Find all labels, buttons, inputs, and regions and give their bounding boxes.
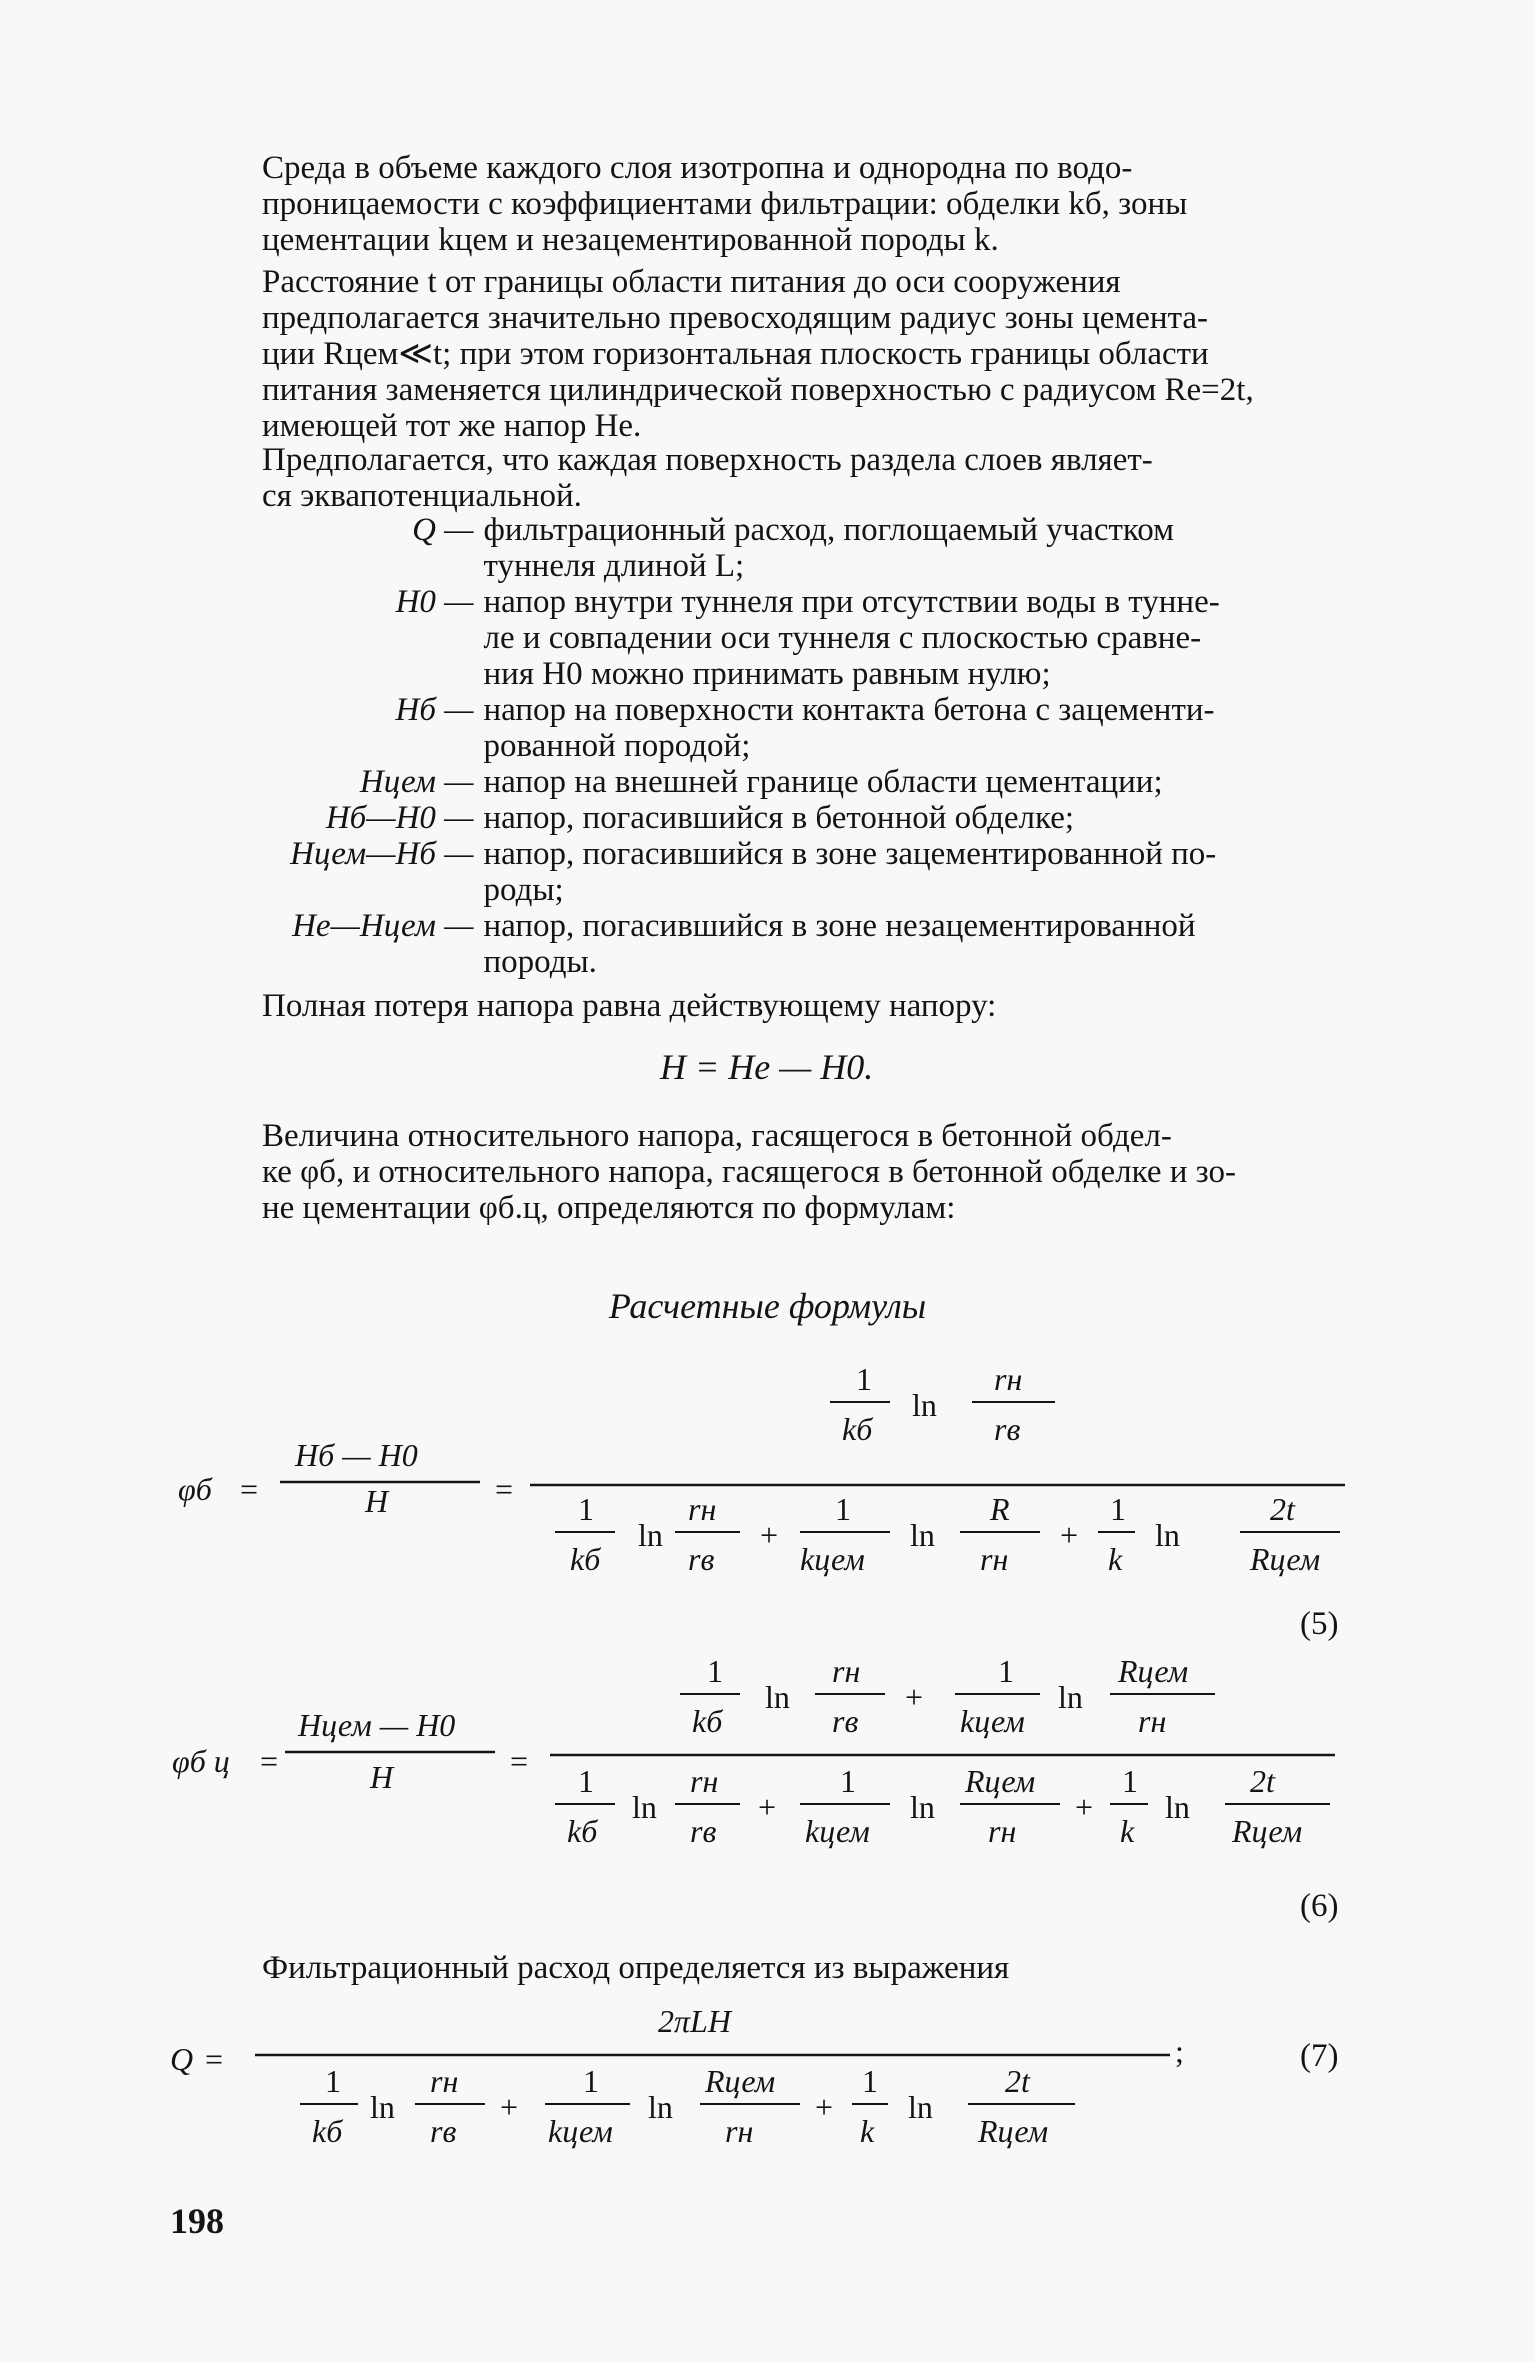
svg-text:ln: ln — [908, 2089, 933, 2125]
text-line: Величина относительного напора, гасящегося в бетонной обдел- — [262, 1118, 1172, 1154]
svg-text:kб: kб — [842, 1411, 873, 1447]
svg-text:rн: rн — [1138, 1703, 1167, 1739]
svg-text:ln: ln — [1155, 1517, 1180, 1553]
numerator: 2πLH — [658, 2003, 731, 2039]
svg-text:ln: ln — [632, 1789, 657, 1825]
svg-text:Rцем: Rцем — [1118, 1653, 1189, 1689]
svg-text:k: k — [1120, 1813, 1135, 1849]
text-line: ке φб, и относительного напора, гасящегося в бетонной обделке и зо- — [262, 1154, 1236, 1190]
svg-text:1: 1 — [835, 1491, 851, 1527]
svg-text:Rцем: Rцем — [978, 2113, 1049, 2149]
svg-text:rн: rн — [994, 1361, 1023, 1397]
definition-text: рованной породой; — [483, 728, 751, 764]
formula-lhs: Q — [170, 2041, 194, 2077]
svg-text:rн: rн — [988, 1813, 1017, 1849]
definition-text: фильтрационный расход, поглощаемый участком — [483, 512, 1175, 548]
svg-text:Rцем: Rцем — [705, 2063, 776, 2099]
svg-text:;: ; — [1175, 2033, 1184, 2069]
definition-item — [198, 692, 1358, 764]
svg-text:kб: kб — [692, 1703, 723, 1739]
text-line: цементации kцем и незацементированной породы k. — [262, 222, 999, 258]
svg-text:1: 1 — [707, 1653, 723, 1689]
head-equation: H = Hе — H0. — [660, 1047, 874, 1087]
text-line: ции Rцем≪t; при этом горизонтальная плоскость границы области — [262, 336, 1209, 372]
definition-symbol: Hб—H0 — — [325, 800, 474, 836]
svg-text:rн: rн — [725, 2113, 754, 2149]
svg-text:=: = — [495, 1471, 514, 1507]
svg-text:1: 1 — [578, 1763, 594, 1799]
svg-text:rн: rн — [980, 1541, 1009, 1577]
definition-item — [198, 800, 1358, 836]
text-line: ся эквапотенциальной. — [262, 478, 582, 514]
text-line: не цементации φб.ц, определяются по формулам: — [262, 1190, 956, 1226]
text-line: предполагается значительно превосходящим радиус зоны цемента- — [262, 300, 1209, 336]
definition-item — [198, 764, 1358, 800]
svg-text:1: 1 — [856, 1361, 872, 1397]
svg-text:2t: 2t — [1005, 2063, 1030, 2099]
svg-text:rв: rв — [430, 2113, 457, 2149]
text-line: Расстояние t от границы области питания до оси сооружения — [262, 264, 1121, 300]
svg-text:ln: ln — [912, 1387, 937, 1423]
svg-text:rн: rн — [430, 2063, 459, 2099]
svg-text:1: 1 — [840, 1763, 856, 1799]
definition-item — [198, 836, 1358, 908]
definition-symbol: Hб — — [395, 692, 474, 728]
equation-number: (6) — [1300, 1888, 1339, 1924]
svg-text:kцем: kцем — [805, 1813, 870, 1849]
svg-text:R: R — [990, 1491, 1010, 1527]
formula-6 — [160, 1650, 1360, 1890]
svg-text:kцем: kцем — [800, 1541, 865, 1577]
paragraph-1 — [198, 150, 1358, 258]
definition-item — [198, 584, 1358, 692]
svg-text:+: + — [760, 1517, 779, 1553]
svg-text:ln: ln — [648, 2089, 673, 2125]
equation-number: (5) — [1300, 1606, 1339, 1642]
definition-text: напор, погасившийся в бетонной обделке; — [483, 800, 1075, 836]
text-line: имеющей тот же напор Hе. — [262, 408, 642, 444]
loss-sentence — [198, 988, 1358, 1024]
text-line: питания заменяется цилиндрической поверхностью с радиусом Rе=2t, — [262, 372, 1254, 408]
svg-text:kб: kб — [570, 1541, 601, 1577]
svg-text:2t: 2t — [1270, 1491, 1295, 1527]
text-line: Полная потеря напора равна действующему напору: — [262, 988, 997, 1024]
svg-text:ln: ln — [910, 1517, 935, 1553]
definition-text: напор, погасившийся в зоне незацементированной — [483, 908, 1196, 944]
definition-text: напор, погасившийся в зоне зацементированной по- — [483, 836, 1217, 872]
svg-text:1: 1 — [1110, 1491, 1126, 1527]
svg-text:kцем: kцем — [960, 1703, 1025, 1739]
definition-text: напор на поверхности контакта бетона с зацементи- — [483, 692, 1215, 728]
svg-text:Rцем: Rцем — [1232, 1813, 1303, 1849]
svg-text:1: 1 — [583, 2063, 599, 2099]
text-line: Среда в объеме каждого слоя изотропна и однородна по водо- — [262, 150, 1133, 186]
svg-text:Rцем: Rцем — [965, 1763, 1036, 1799]
svg-text:rв: rв — [994, 1411, 1021, 1447]
ratio-denominator: H — [370, 1759, 394, 1795]
definition-text: напор внутри туннеля при отсутствии воды в тунне- — [483, 584, 1220, 620]
definition-text: напор на внешней границе области цементации; — [483, 764, 1163, 800]
definition-text: ле и совпадении оси туннеля с плоскостью сравне- — [483, 620, 1202, 656]
definition-symbol: Hцем—Hб — — [290, 836, 474, 872]
ratio-denominator: H — [365, 1483, 389, 1519]
svg-text:=: = — [205, 2041, 224, 2077]
svg-text:Rцем: Rцем — [1250, 1541, 1321, 1577]
svg-text:2t: 2t — [1250, 1763, 1275, 1799]
svg-text:kб: kб — [312, 2113, 343, 2149]
svg-text:+: + — [815, 2089, 834, 2125]
svg-text:+: + — [905, 1679, 924, 1715]
formula-5 — [160, 1360, 1360, 1600]
svg-text:+: + — [1060, 1517, 1079, 1553]
svg-text:1: 1 — [862, 2063, 878, 2099]
text-line: проницаемости с коэффициентами фильтрации: обделки kб, зоны — [262, 186, 1188, 222]
definition-text: ния H0 можно принимать равным нулю; — [483, 656, 1051, 692]
svg-text:k: k — [860, 2113, 875, 2149]
definition-text: туннеля длиной L; — [483, 548, 745, 584]
svg-text:rв: rв — [832, 1703, 859, 1739]
svg-text:1: 1 — [325, 2063, 341, 2099]
svg-text:rн: rн — [690, 1763, 719, 1799]
svg-text:rв: rв — [688, 1541, 715, 1577]
svg-text:ln: ln — [370, 2089, 395, 2125]
svg-text:kб: kб — [567, 1813, 598, 1849]
svg-text:ln: ln — [765, 1679, 790, 1715]
text-line: Фильтрационный расход определяется из выражения — [262, 1950, 1010, 1986]
svg-text:1: 1 — [1122, 1763, 1138, 1799]
svg-text:kцем: kцем — [548, 2113, 613, 2149]
svg-text:+: + — [1075, 1789, 1094, 1825]
svg-text:=: = — [510, 1743, 529, 1779]
section-subheading: Расчетные формулы — [608, 1286, 927, 1326]
svg-text:1: 1 — [578, 1491, 594, 1527]
svg-text:1: 1 — [998, 1653, 1014, 1689]
svg-text:rн: rн — [832, 1653, 861, 1689]
svg-text:+: + — [758, 1789, 777, 1825]
svg-text:rв: rв — [690, 1813, 717, 1849]
definition-symbol: H0 — — [395, 584, 474, 620]
svg-text:k: k — [1108, 1541, 1123, 1577]
ratio-numerator: Hб — H0 — [295, 1437, 418, 1473]
definition-text: роды; — [483, 872, 564, 908]
svg-text:rн: rн — [688, 1491, 717, 1527]
svg-text:ln: ln — [1165, 1789, 1190, 1825]
page-number: 198 — [170, 2201, 224, 2241]
equation-number: (7) — [1300, 2038, 1339, 2074]
formula-7 — [160, 2000, 1360, 2180]
definition-item — [198, 908, 1358, 980]
definition-symbol: Hцем — — [359, 764, 474, 800]
svg-text:=: = — [240, 1471, 259, 1507]
q-sentence — [198, 1950, 1358, 1986]
svg-text:+: + — [500, 2089, 519, 2125]
formula-lhs: φб — [178, 1471, 212, 1507]
definition-item — [198, 512, 1358, 584]
svg-text:ln: ln — [1058, 1679, 1083, 1715]
formula-lhs: φб ц — [172, 1743, 230, 1779]
svg-text:ln: ln — [910, 1789, 935, 1825]
definitions-list — [198, 512, 1358, 980]
paragraph-2 — [198, 264, 1358, 444]
definition-symbol: Hе—Hцем — — [292, 908, 474, 944]
paragraph-3 — [198, 442, 1358, 514]
svg-text:ln: ln — [638, 1517, 663, 1553]
text-line: Предполагается, что каждая поверхность раздела слоев являет- — [262, 442, 1153, 478]
svg-text:=: = — [260, 1743, 279, 1779]
definition-symbol: Q — — [412, 512, 474, 548]
paragraph-relative — [198, 1118, 1358, 1226]
ratio-numerator: Hцем — H0 — [298, 1707, 456, 1743]
definition-text: породы. — [483, 944, 597, 980]
